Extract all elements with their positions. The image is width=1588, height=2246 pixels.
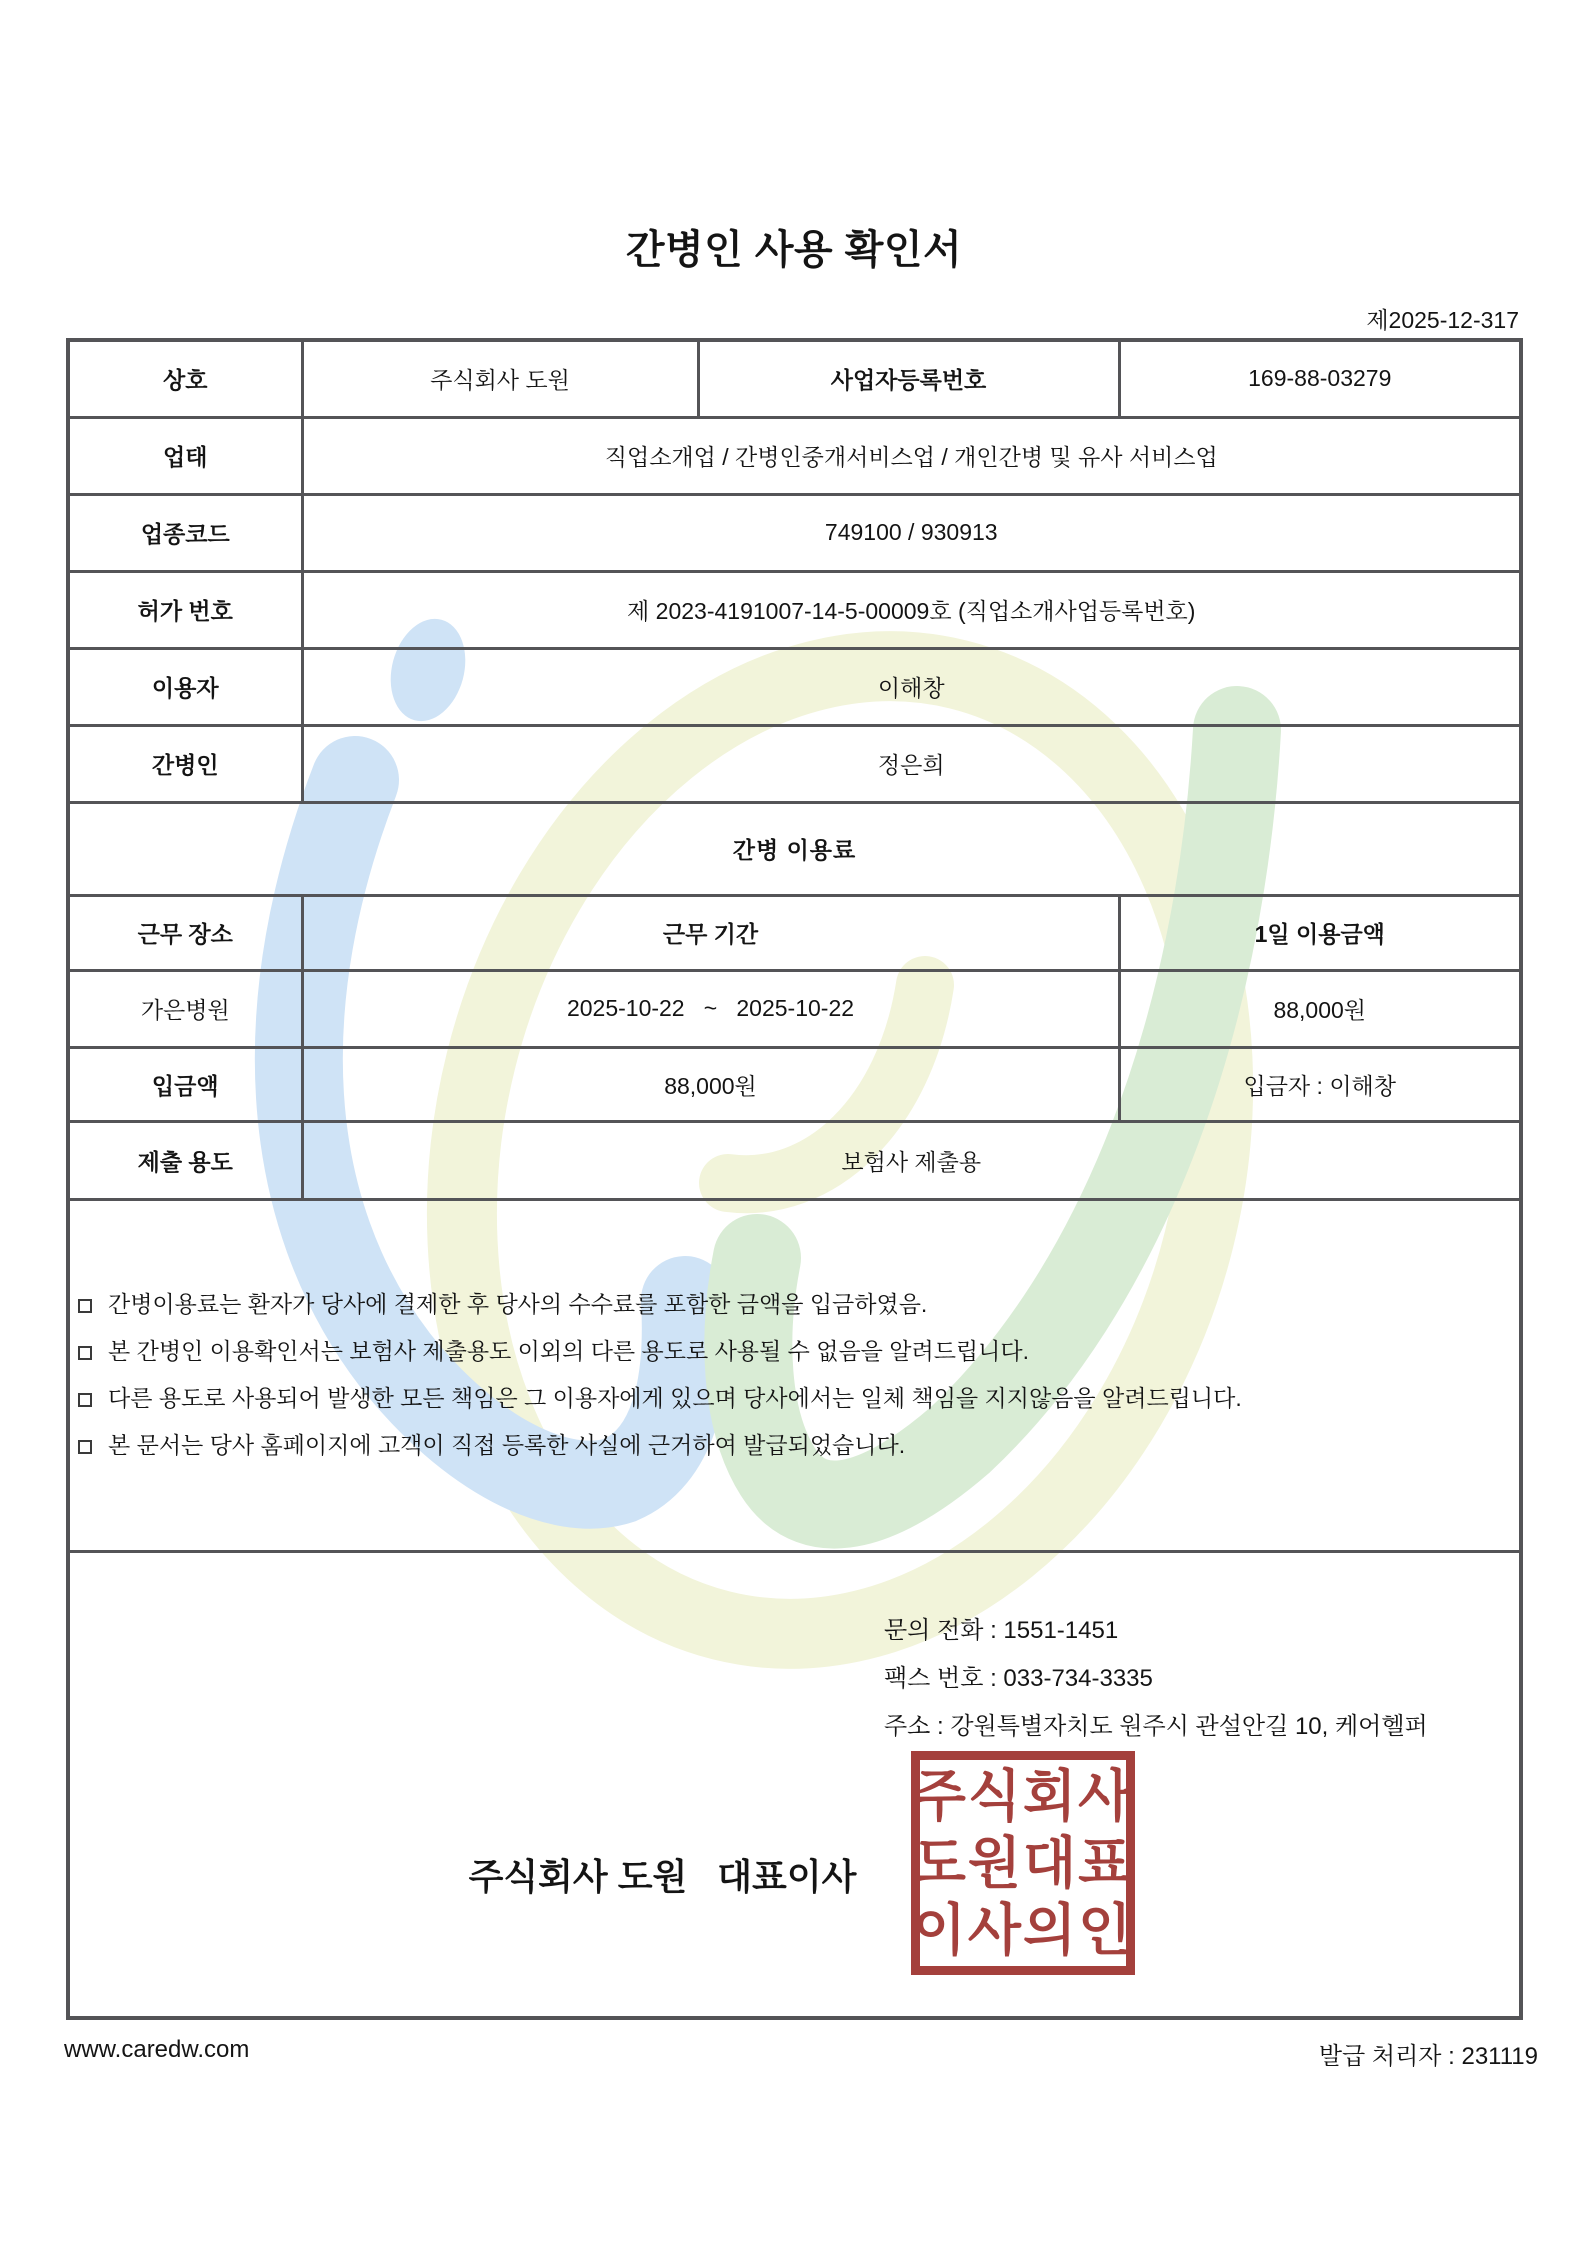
deposit-label: 입금액 bbox=[68, 1047, 302, 1121]
permit-label: 허가 번호 bbox=[68, 571, 302, 648]
row-user bbox=[68, 648, 1521, 725]
note-text: 간병이용료는 환자가 당사에 결제한 후 당사의 수수료를 포함한 금액을 입금하였음. bbox=[108, 1291, 928, 1317]
fee-section-title: 간병 이용료 bbox=[68, 802, 1521, 895]
contact-address: 주소 : 강원특별자치도 원주시 관설안길 10, 케어헬퍼 bbox=[884, 1712, 1428, 1740]
fee-header-daily-amount: 1일 이용금액 bbox=[1119, 895, 1521, 970]
contact-fax: 팩스 번호 : 033-734-3335 bbox=[884, 1664, 1153, 1692]
row-deposit bbox=[68, 1047, 1521, 1121]
caregiver-label: 간병인 bbox=[68, 725, 302, 802]
row-purpose bbox=[68, 1121, 1521, 1199]
square-bullet-icon bbox=[78, 1440, 92, 1454]
square-bullet-icon bbox=[78, 1346, 92, 1360]
seal-text-row: 주식회사 bbox=[912, 1763, 1134, 1828]
fee-daily-amount-value: 88,000원 bbox=[1119, 970, 1521, 1047]
fee-header-place: 근무 장소 bbox=[68, 895, 302, 970]
row-caregiver bbox=[68, 725, 1521, 802]
seal-text-row: 이사의인 bbox=[912, 1897, 1134, 1962]
row-fee-header bbox=[68, 895, 1521, 970]
row-signature bbox=[68, 1551, 1521, 2018]
notes-box bbox=[68, 1199, 1521, 1551]
contact-phone: 문의 전화 : 1551-1451 bbox=[884, 1616, 1119, 1644]
user-label: 이용자 bbox=[68, 648, 302, 725]
industry-code-value: 749100 / 930913 bbox=[302, 494, 1521, 571]
user-value: 이해창 bbox=[302, 648, 1521, 725]
row-permit bbox=[68, 571, 1521, 648]
page-title: 간병인 사용 확인서 bbox=[625, 228, 963, 272]
fee-place-value: 가은병원 bbox=[68, 970, 302, 1047]
row-industry-code bbox=[68, 494, 1521, 571]
contact-block bbox=[884, 1607, 1428, 1751]
biz-type-value: 직업소개업 / 간병인중개서비스업 / 개인간병 및 유사 서비스업 bbox=[302, 417, 1521, 494]
corporate-seal-stamp bbox=[911, 1751, 1135, 1975]
depositor-value: : 이해창 bbox=[1310, 1072, 1396, 1099]
note-item bbox=[78, 1422, 1511, 1469]
permit-value: 제 2023-4191007-14-5-00009호 (직업소개사업등록번호) bbox=[302, 571, 1521, 648]
footer-website: www.caredw.com bbox=[64, 2036, 250, 2063]
depositor-cell bbox=[1119, 1047, 1521, 1121]
biz-type-label: 업태 bbox=[68, 417, 302, 494]
note-text: 본 문서는 당사 홈페이지에 고객이 직접 등록한 사실에 근거하여 발급되었습니다. bbox=[108, 1432, 906, 1458]
fee-header-period: 근무 기간 bbox=[302, 895, 1119, 970]
seal-text-row: 도원대표 bbox=[912, 1830, 1134, 1895]
row-fee-data bbox=[68, 970, 1521, 1047]
company-value: 주식회사 도원 bbox=[302, 340, 698, 417]
caregiver-value: 정은희 bbox=[302, 725, 1521, 802]
deposit-amount: 88,000원 bbox=[302, 1047, 1119, 1121]
footer-issuer: 발급 처리자 : 231119 bbox=[1318, 2043, 1538, 2070]
note-text: 다른 용도로 사용되어 발생한 모든 책임은 그 이용자에게 있으며 당사에서는 일체 책임을 지지않음을 알려드립니다. bbox=[108, 1385, 1242, 1411]
row-fee-section-title bbox=[68, 802, 1521, 895]
company-label: 상호 bbox=[68, 340, 302, 417]
row-biz-type bbox=[68, 417, 1521, 494]
fee-period-value: 2025-10-22 ~ 2025-10-22 bbox=[302, 970, 1119, 1047]
biz-reg-label: 사업자등록번호 bbox=[698, 340, 1119, 417]
biz-reg-value: 169-88-03279 bbox=[1119, 340, 1521, 417]
square-bullet-icon bbox=[78, 1299, 92, 1313]
depositor-label: 입금자 bbox=[1243, 1072, 1311, 1099]
note-item bbox=[78, 1328, 1511, 1375]
confirmation-table bbox=[66, 338, 1523, 2020]
row-notes bbox=[68, 1199, 1521, 1551]
note-item bbox=[78, 1281, 1511, 1328]
company-signature-line: 주식회사 도원 대표이사 bbox=[468, 1855, 857, 1897]
note-text: 본 간병인 이용확인서는 보험사 제출용도 이외의 다른 용도로 사용될 수 없음을 알려드립니다. bbox=[108, 1338, 1029, 1364]
purpose-value: 보험사 제출용 bbox=[302, 1121, 1521, 1199]
note-item bbox=[78, 1375, 1511, 1422]
signature-box bbox=[68, 1551, 1521, 2018]
purpose-label: 제출 용도 bbox=[68, 1121, 302, 1199]
square-bullet-icon bbox=[78, 1393, 92, 1407]
industry-code-label: 업종코드 bbox=[68, 494, 302, 571]
row-company bbox=[68, 340, 1521, 417]
document-number: 제2025-12-317 bbox=[1366, 307, 1519, 333]
